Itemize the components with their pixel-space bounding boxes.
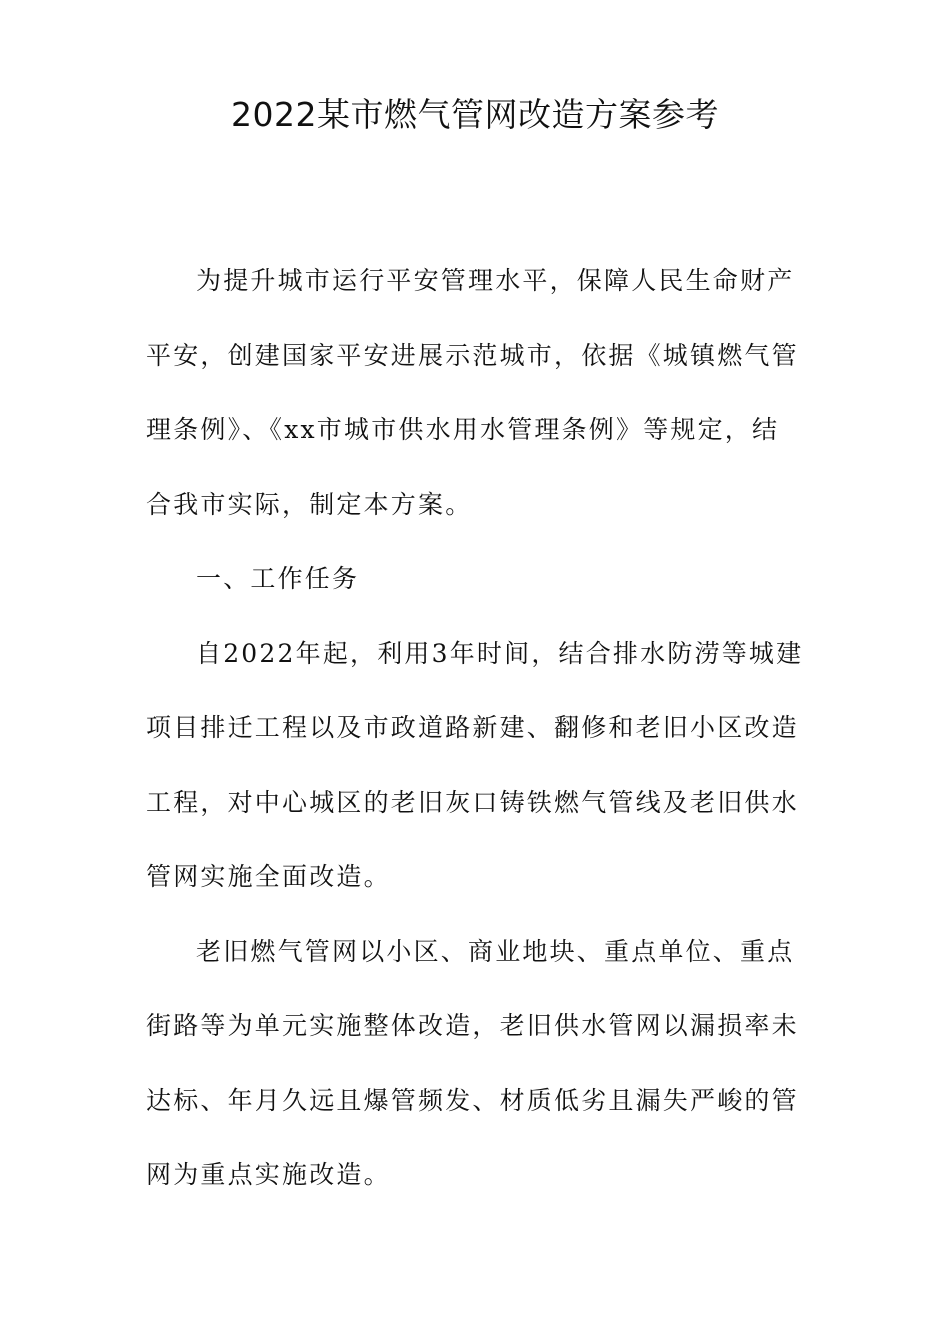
intro-paragraph: 为提升城市运行平安管理水平，保障人民生命财产平安，创建国家平安进展示范城市，依据《城镇燃气管理条例》、《xx市城市供水用水管理条例》等规定，结合我市实际，制定本方案。 [146, 266, 799, 519]
task-paragraph: 自2022年起，利用3年时间，结合排水防涝等城建项目排迁工程以及市政道路新建、翻修和老旧小区改造工程，对中心城区的老旧灰口铸铁燃气管线及老旧供水管网实施全面改造。 [146, 638, 804, 891]
scope-paragraph: 老旧燃气管网以小区、商业地块、重点单位、重点街路等为单元实施整体改造，老旧供水管网以漏损率未达标、年月久远且爆管频发、材质低劣且漏失严峻的管网为重点实施改造。 [146, 936, 799, 1189]
section-heading: 一、工作任务 [196, 564, 360, 593]
document-title: 2022某市燃气管网改造方案参考 [231, 95, 719, 134]
document-body [146, 244, 806, 1213]
